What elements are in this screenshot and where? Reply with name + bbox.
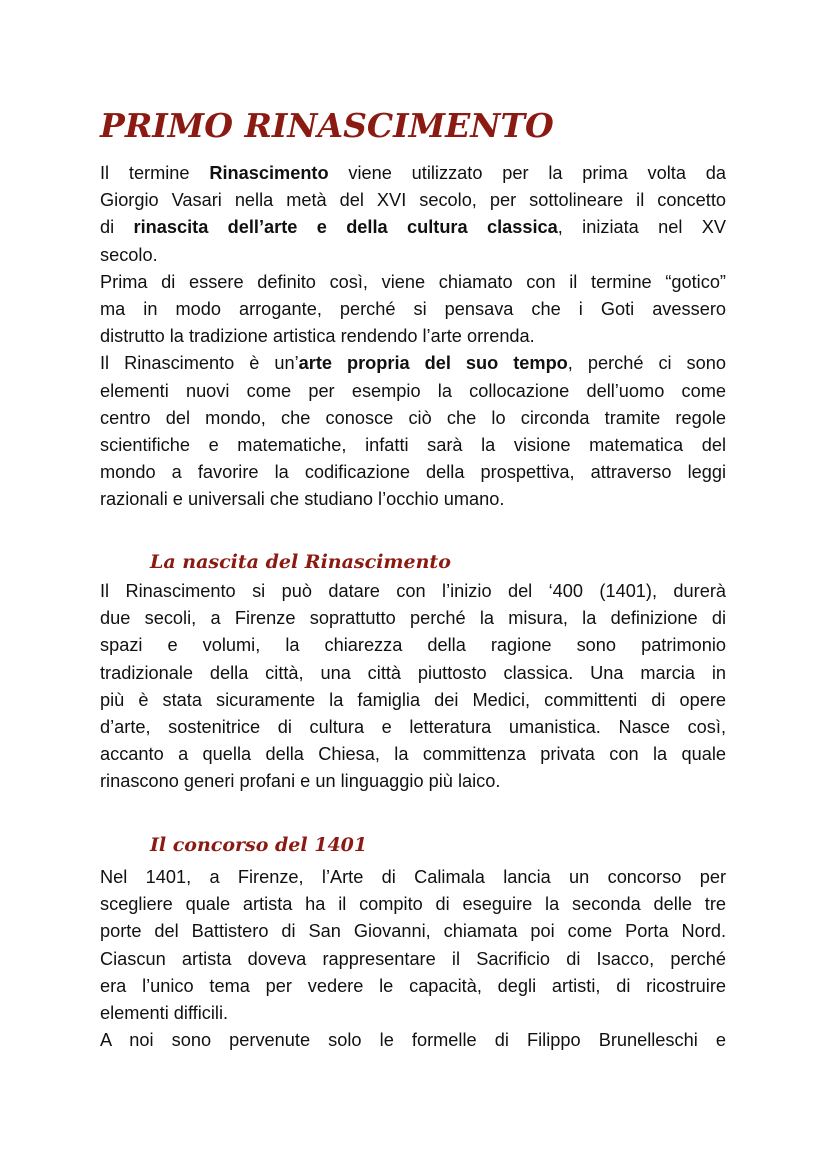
text-run: era l’unico tema per vedere le capacità, degli artisti, di ricostruire <box>100 975 726 996</box>
paragraph-line <box>100 578 726 605</box>
paragraph-line <box>100 918 726 945</box>
text-run: razionali e universali che studiano l’occhio umano. <box>100 489 505 510</box>
paragraph-line <box>100 973 726 1000</box>
section-heading-concorso: Il concorso del 1401 <box>150 834 368 856</box>
paragraph-line <box>100 486 726 513</box>
paragraph-line <box>100 864 726 891</box>
text-run: Il Rinascimento è un’ <box>100 353 299 374</box>
page-title: PRIMO RINASCIMENTO <box>100 106 554 145</box>
text-run: centro del mondo, che conosce ciò che lo circonda tramite regole <box>100 407 726 428</box>
paragraph-line <box>100 214 726 241</box>
text-run: viene utilizzato per la prima volta da <box>328 163 726 183</box>
text-run: porte del Battistero di San Giovanni, chiamata poi come Porta Nord. <box>100 921 726 942</box>
paragraph-line <box>100 946 726 973</box>
paragraph-line <box>100 891 726 918</box>
text-run: elementi nuovi come per esempio la collocazione dell’uomo come <box>100 380 726 401</box>
paragraph-line <box>100 187 726 214</box>
paragraph-line <box>100 296 726 323</box>
text-run: d’arte, sostenitrice di cultura e letteratura umanistica. Nasce così, <box>100 716 726 737</box>
text-run: Prima di essere definito così, viene chiamato con il termine “gotico” <box>100 271 726 292</box>
paragraph-line <box>100 1000 726 1027</box>
paragraph-line <box>100 160 726 187</box>
text-run: scegliere quale artista ha il compito di eseguire la seconda delle tre <box>100 894 726 915</box>
paragraph-line <box>100 741 726 768</box>
paragraph-line <box>100 242 726 269</box>
paragraph-line <box>100 714 726 741</box>
text-run: distrutto la tradizione artistica rendendo l’arte orrenda. <box>100 326 535 347</box>
paragraph-line <box>100 687 726 714</box>
paragraph-line <box>100 378 726 405</box>
paragraph-line <box>100 459 726 486</box>
text-run: A noi sono pervenute solo le formelle di Filippo Brunelleschi e <box>100 1030 726 1051</box>
paragraph-line <box>100 405 726 432</box>
section-concorso <box>100 864 726 1054</box>
section-nascita <box>100 578 726 796</box>
text-run: secolo. <box>100 244 158 265</box>
text-run: ma in modo arrogante, perché si pensava che i Goti avessero <box>100 298 726 319</box>
text-run: tradizionale della città, una città piuttosto classica. Una marcia in <box>100 662 726 683</box>
text-run: , perché ci sono <box>567 353 726 374</box>
text-run: mondo a favorire la codificazione della prospettiva, attraverso leggi <box>100 462 726 483</box>
section-intro <box>100 160 726 513</box>
text-run: Giorgio Vasari nella metà del XVI secolo, per sottolineare il concetto <box>100 190 726 211</box>
text-run: elementi difficili. <box>100 1002 229 1023</box>
paragraph-line <box>100 768 726 795</box>
text-run: , iniziata nel XV <box>557 217 726 238</box>
text-run: Il Rinascimento si può datare con l’inizio del ‘400 (1401), durerà <box>100 581 726 601</box>
paragraph-line <box>100 269 726 296</box>
paragraph-line <box>100 605 726 632</box>
text-run: Il termine <box>100 163 210 183</box>
paragraph-line <box>100 350 726 377</box>
text-run: spazi e volumi, la chiarezza della ragione sono patrimonio <box>100 635 726 656</box>
paragraph-line <box>100 632 726 659</box>
paragraph-line <box>100 1027 726 1054</box>
paragraph-line <box>100 660 726 687</box>
text-run: di <box>100 217 134 238</box>
bold-term: rinascita dell’arte e della cultura classica <box>133 217 558 238</box>
text-run: Ciascun artista doveva rappresentare il Sacrificio di Isacco, perché <box>100 948 726 969</box>
text-run: più è stata sicuramente la famiglia dei Medici, committenti di opere <box>100 689 726 710</box>
paragraph-line <box>100 432 726 459</box>
text-run: due secoli, a Firenze soprattutto perché la misura, la definizione di <box>100 608 726 629</box>
section-heading-nascita: La nascita del Rinascimento <box>150 551 451 573</box>
text-run: Nel 1401, a Firenze, l’Arte di Calimala lancia un concorso per <box>100 867 726 887</box>
text-run: rinascono generi profani e un linguaggio più laico. <box>100 771 501 792</box>
bold-term: arte propria del suo tempo <box>298 353 568 374</box>
text-run: scientifiche e matematiche, infatti sarà la visione matematica del <box>100 434 726 455</box>
text-run: accanto a quella della Chiesa, la committenza privata con la quale <box>100 744 726 765</box>
bold-term: Rinascimento <box>209 163 329 183</box>
paragraph-line <box>100 323 726 350</box>
